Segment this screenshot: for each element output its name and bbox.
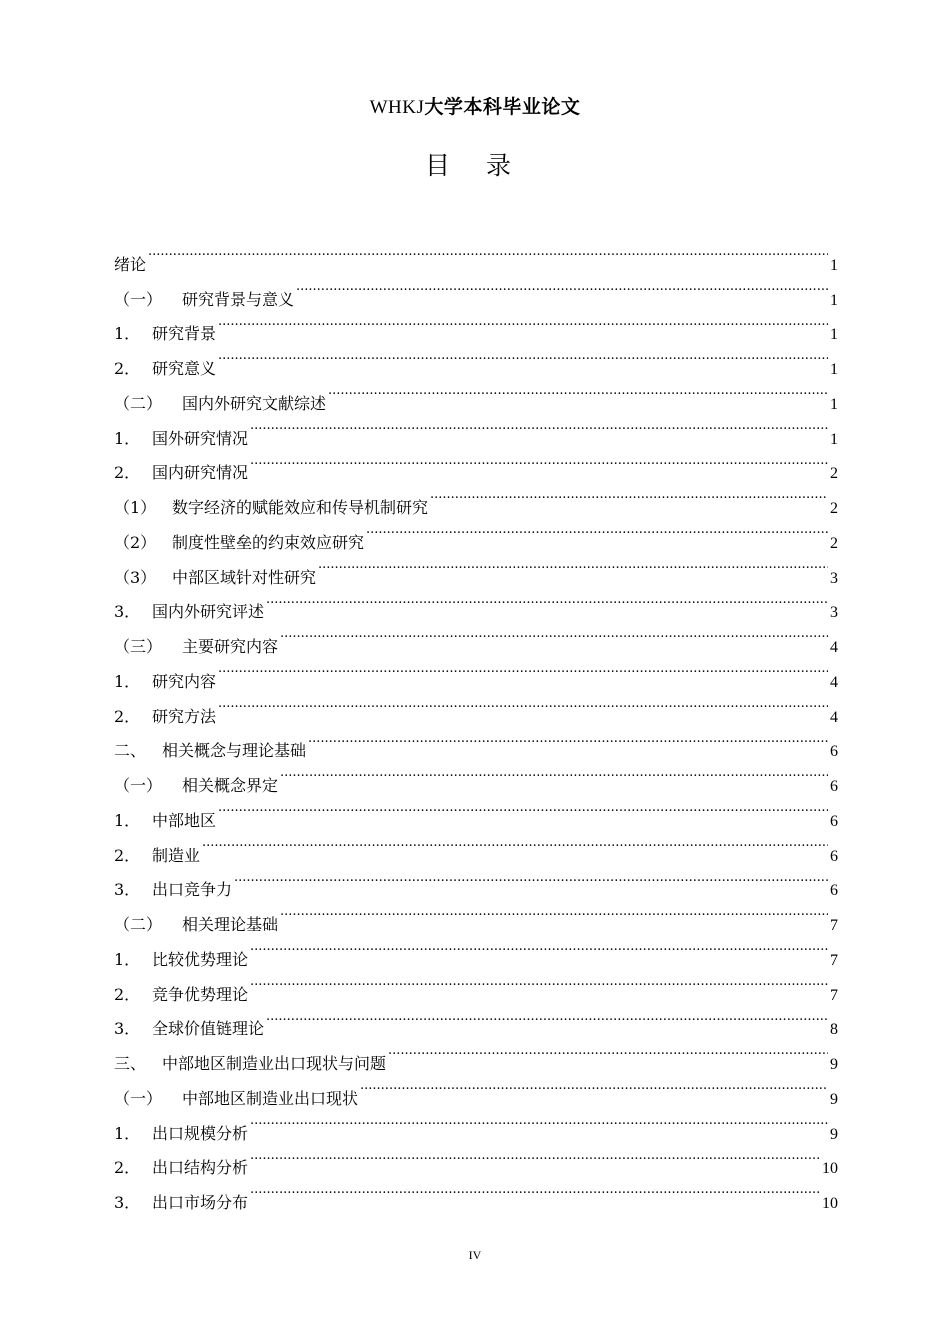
toc-dot-leader xyxy=(366,513,828,548)
toc-entry-number: 3． xyxy=(114,1019,141,1039)
toc-entry-number: （1） xyxy=(114,498,157,517)
toc-entry-number: 3． xyxy=(114,880,141,900)
toc-entry-number: 3． xyxy=(114,602,141,622)
toc-entry-number: 1． xyxy=(114,810,141,830)
toc-entry-page: 1 xyxy=(830,326,838,344)
toc-dot-leader xyxy=(250,965,828,1000)
toc-entry-page: 6 xyxy=(830,778,838,795)
toc-entry-page: 10 xyxy=(822,1160,838,1178)
toc-entry-label: 制造业 xyxy=(152,845,201,865)
toc-entry-label: 研究方法 xyxy=(152,706,217,726)
toc-entry-page: 9 xyxy=(830,1125,838,1143)
toc-dot-leader xyxy=(328,374,828,409)
toc-entry-number: 1． xyxy=(114,1123,141,1143)
toc-entry-number: （3） xyxy=(114,567,157,587)
header-thesis-type: 大学本科毕业论文 xyxy=(424,96,581,118)
toc-dot-leader xyxy=(280,895,828,930)
toc-entry[interactable] xyxy=(114,305,838,344)
header-school-code: WHKJ xyxy=(369,97,425,118)
toc-entry-number: （一） xyxy=(114,289,163,309)
toc-entry-page: 2 xyxy=(830,500,838,517)
toc-dot-leader xyxy=(360,1069,828,1104)
toc-entry-number: （二） xyxy=(114,915,163,934)
toc-entry-number: 2． xyxy=(114,845,141,865)
toc-entry-label: 研究意义 xyxy=(152,359,217,378)
toc-dot-leader xyxy=(234,861,828,896)
toc-entry-number: 3． xyxy=(114,1193,141,1212)
toc-dot-leader xyxy=(250,1139,820,1174)
toc-dot-leader xyxy=(430,478,828,513)
toc-dot-leader xyxy=(318,548,828,583)
toc-entry-label: 研究内容 xyxy=(152,671,217,691)
toc-entry-page: 4 xyxy=(830,673,838,691)
table-of-contents xyxy=(114,235,838,1212)
toc-entry-page: 6 xyxy=(830,882,838,900)
toc-entry-page: 10 xyxy=(822,1195,838,1212)
toc-entry[interactable] xyxy=(114,791,838,830)
toc-entry-page: 8 xyxy=(830,1021,838,1039)
toc-entry[interactable] xyxy=(114,374,838,413)
toc-entry-label: 全球价值链理论 xyxy=(152,1019,265,1039)
toc-entry-label: 国内外研究文献综述 xyxy=(182,393,327,413)
toc-entry-number: 2． xyxy=(114,984,141,1004)
toc-entry-page: 9 xyxy=(830,1090,838,1108)
toc-entry-label: 相关概念界定 xyxy=(182,776,279,795)
toc-entry-page: 4 xyxy=(830,639,838,656)
toc-entry[interactable] xyxy=(114,826,838,865)
toc-entry-page: 6 xyxy=(830,847,838,865)
toc-entry-label: 相关概念与理论基础 xyxy=(162,741,307,761)
toc-entry-label: 研究背景与意义 xyxy=(182,289,295,309)
toc-entry-page: 4 xyxy=(830,708,838,726)
toc-entry-number: 2． xyxy=(114,463,141,483)
toc-entry-page: 2 xyxy=(830,534,838,552)
toc-dot-leader xyxy=(280,617,828,652)
toc-entry-label: 出口规模分析 xyxy=(152,1123,249,1143)
toc-entry-page: 1 xyxy=(830,291,838,309)
toc-entry-number: 二、 xyxy=(114,741,147,761)
toc-entry-number: （二） xyxy=(114,393,163,413)
toc-dot-leader xyxy=(250,409,828,444)
toc-dot-leader xyxy=(218,305,828,340)
toc-entry-number: 2． xyxy=(114,706,141,726)
toc-entry-label: 制度性壁垒的约束效应研究 xyxy=(172,532,365,552)
toc-entry-label: 出口结构分析 xyxy=(152,1158,249,1178)
toc-entry-label: 出口市场分布 xyxy=(152,1193,249,1212)
toc-entry-page: 1 xyxy=(830,361,838,378)
toc-entry-label: 绪论 xyxy=(114,254,147,274)
toc-entry-page: 1 xyxy=(830,430,838,448)
toc-dot-leader xyxy=(266,583,828,618)
toc-dot-leader xyxy=(266,1000,828,1035)
toc-dot-leader xyxy=(308,722,828,757)
toc-entry-page: 7 xyxy=(830,986,838,1004)
toc-dot-leader xyxy=(218,791,828,826)
toc-entry-number: （2） xyxy=(114,532,157,552)
page-number: IV xyxy=(468,1248,482,1262)
toc-dot-leader xyxy=(388,1034,828,1069)
toc-dot-leader xyxy=(296,270,828,305)
toc-entry-page: 2 xyxy=(830,465,838,483)
toc-entry-page: 1 xyxy=(830,256,838,274)
toc-entry-label: 国内研究情况 xyxy=(152,463,249,483)
toc-entry-label: 国外研究情况 xyxy=(152,428,249,448)
toc-entry[interactable] xyxy=(114,235,838,274)
toc-entry-number: 2． xyxy=(114,359,141,378)
toc-entry-label: 数字经济的赋能效应和传导机制研究 xyxy=(172,498,429,517)
toc-entry[interactable] xyxy=(114,687,838,726)
toc-dot-leader xyxy=(250,930,828,965)
toc-entry-page: 6 xyxy=(830,812,838,830)
toc-entry-number: 1． xyxy=(114,324,141,344)
toc-dot-leader xyxy=(218,339,828,374)
toc-entry-number: 2． xyxy=(114,1158,141,1178)
toc-dot-leader xyxy=(218,687,828,722)
toc-entry-label: 研究背景 xyxy=(152,324,217,344)
toc-entry-label: 国内外研究评述 xyxy=(152,602,265,622)
toc-entry-page: 7 xyxy=(830,951,838,969)
toc-dot-leader xyxy=(202,826,828,861)
toc-entry-label: 中部地区制造业出口现状与问题 xyxy=(162,1054,387,1073)
toc-entry-label: 竞争优势理论 xyxy=(152,984,249,1004)
toc-dot-leader xyxy=(148,235,828,270)
toc-entry-number: 三、 xyxy=(114,1054,147,1073)
toc-title: 目 录 xyxy=(425,151,525,180)
toc-entry[interactable] xyxy=(114,270,838,309)
toc-entry-number: （一） xyxy=(114,1088,163,1108)
toc-dot-leader xyxy=(250,444,828,479)
toc-entry-label: 中部地区 xyxy=(152,810,217,830)
toc-entry[interactable] xyxy=(114,652,838,691)
toc-entry[interactable] xyxy=(114,339,838,378)
toc-entry-number: （三） xyxy=(114,637,163,656)
toc-entry-label: 中部区域针对性研究 xyxy=(172,567,317,587)
toc-dot-leader xyxy=(250,1104,828,1139)
toc-entry-page: 6 xyxy=(830,743,838,761)
toc-entry-page: 1 xyxy=(830,395,838,413)
toc-dot-leader xyxy=(218,652,828,687)
toc-entry-page: 9 xyxy=(830,1056,838,1073)
toc-entry-label: 比较优势理论 xyxy=(152,949,249,969)
toc-entry-page: 3 xyxy=(830,604,838,622)
toc-dot-leader xyxy=(250,1173,820,1208)
toc-entry-label: 出口竞争力 xyxy=(152,880,233,900)
toc-entry[interactable] xyxy=(114,861,838,900)
toc-entry-page: 3 xyxy=(830,569,838,587)
toc-entry-number: 1． xyxy=(114,949,141,969)
toc-entry-label: 中部地区制造业出口现状 xyxy=(182,1088,359,1108)
toc-entry[interactable] xyxy=(114,722,838,761)
toc-entry-number: 1． xyxy=(114,671,141,691)
toc-entry-label: 相关理论基础 xyxy=(182,915,279,934)
toc-entry-number: 1． xyxy=(114,428,141,448)
toc-entry-number: （一） xyxy=(114,776,163,795)
document-header xyxy=(0,92,950,119)
toc-entry-label: 主要研究内容 xyxy=(182,637,279,656)
toc-dot-leader xyxy=(280,756,828,791)
toc-entry-page: 7 xyxy=(830,917,838,934)
